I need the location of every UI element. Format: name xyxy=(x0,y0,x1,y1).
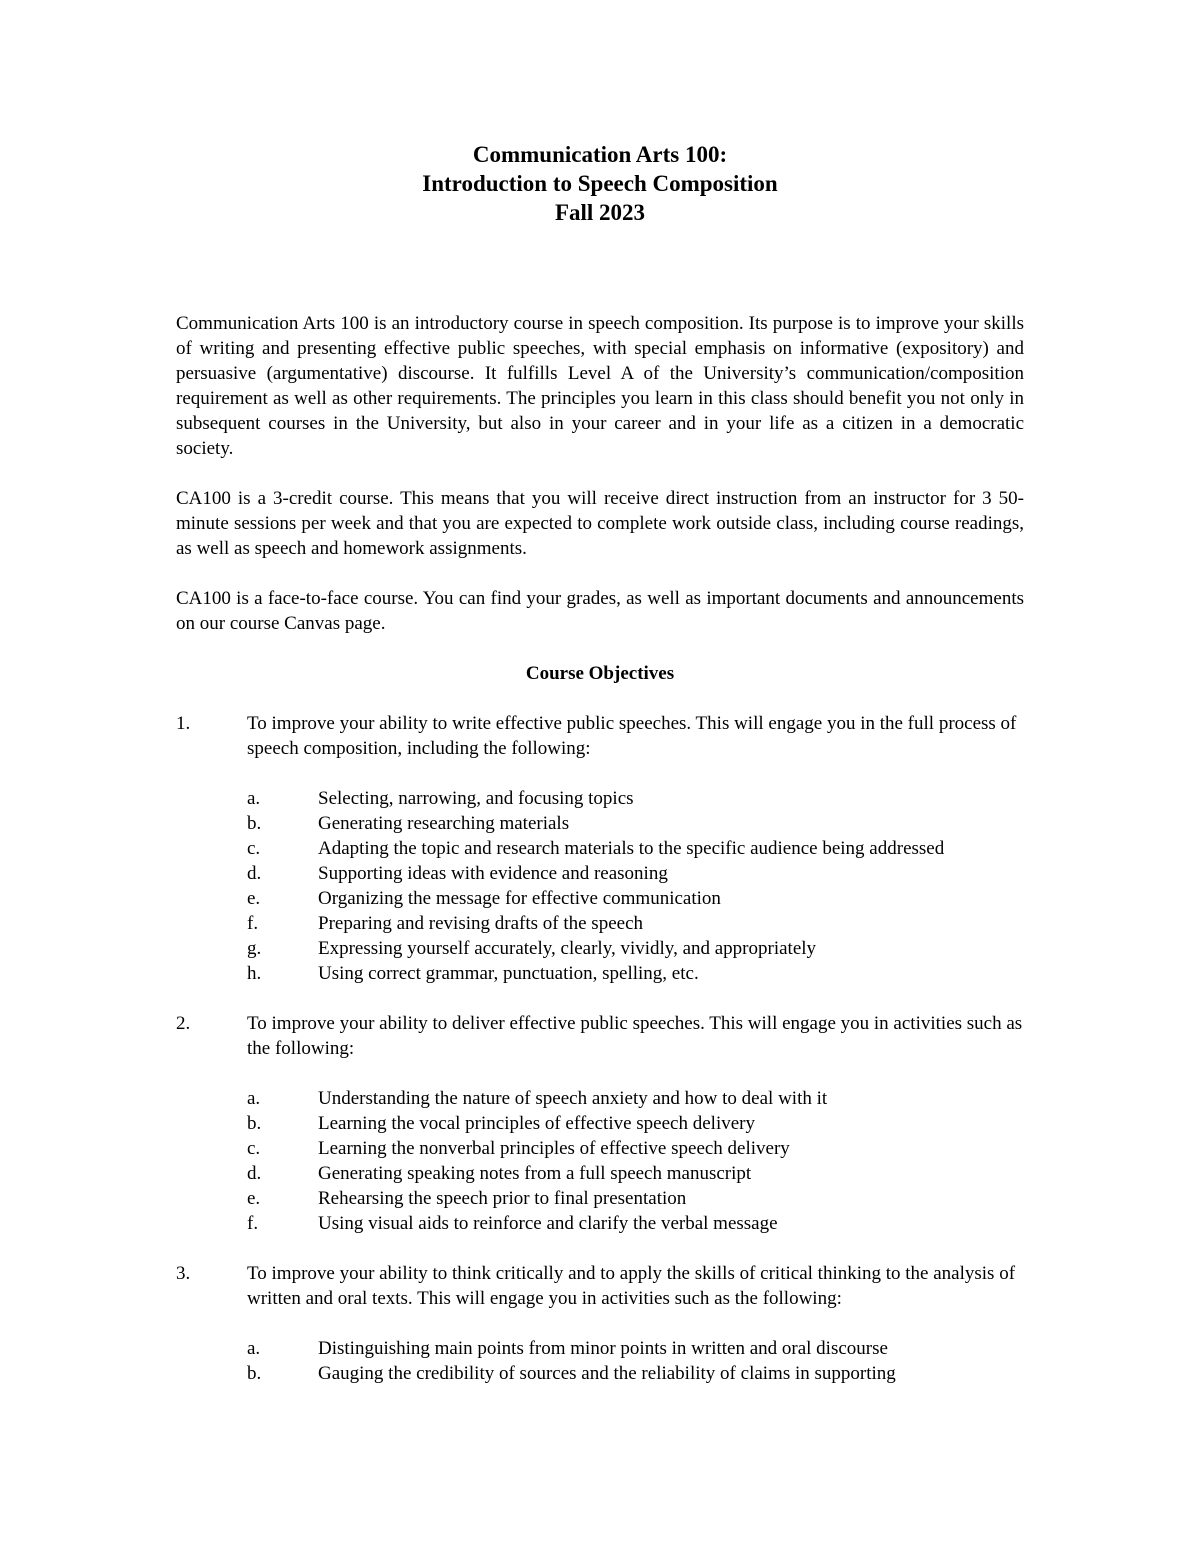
sublist-item xyxy=(247,861,1024,886)
objective-item xyxy=(176,711,1024,761)
sublist-item xyxy=(247,1136,1024,1161)
sublist-item xyxy=(247,961,1024,986)
objective-number: 3. xyxy=(176,1263,191,1284)
sublist-item xyxy=(247,1086,1024,1111)
sublist-item xyxy=(247,1361,1024,1386)
sublist-text: Selecting, narrowing, and focusing topics xyxy=(318,788,634,809)
sublist-letter: f. xyxy=(247,1213,259,1234)
sublist-text: Organizing the message for effective communication xyxy=(318,888,721,909)
document-title xyxy=(176,140,1024,227)
sublist-letter: e. xyxy=(247,888,261,909)
objective-text: To improve your ability to think critically and to apply the skills of critical thinking to the analysis of written and oral texts. This will engage you in activities such as the following: xyxy=(247,1263,1016,1309)
objective-item xyxy=(176,1261,1024,1311)
sublist-text: Adapting the topic and research materials to the specific audience being addressed xyxy=(318,838,945,859)
sublist-text: Distinguishing main points from minor points in written and oral discourse xyxy=(318,1338,888,1359)
intro-paragraph: Communication Arts 100 is an introductory course in speech composition. Its purpose is to improve your skills of writing and presenting effective public speeches, with special emphasis on informative (expository) and persuasive (argumentative) discourse. It fulfills Level A of the University’s communication/composition requirement as well as other requirements. The principles you learn in this class should benefit you not only in subsequent courses in the University, but also in your career and in your life as a citizen in a democratic society. xyxy=(176,313,1024,459)
sublist-text: Using correct grammar, punctuation, spelling, etc. xyxy=(318,963,699,984)
objective-text: To improve your ability to write effective public speeches. This will engage you in the full process of speech composition, including the following: xyxy=(247,713,1017,759)
sublist-letter: c. xyxy=(247,838,261,859)
sublist-item xyxy=(247,1161,1024,1186)
sublist-item xyxy=(247,786,1024,811)
title-course: Communication Arts 100: xyxy=(472,142,728,167)
sublist-text: Understanding the nature of speech anxiety and how to deal with it xyxy=(318,1088,828,1109)
objectives-heading: Course Objectives xyxy=(525,663,675,684)
objective-item xyxy=(176,1011,1024,1061)
sublist-item xyxy=(247,836,1024,861)
sublist-text: Rehearsing the speech prior to final presentation xyxy=(318,1188,687,1209)
sublist-text: Supporting ideas with evidence and reasoning xyxy=(318,863,668,884)
sublist-text: Learning the vocal principles of effective speech delivery xyxy=(318,1113,755,1134)
title-course-name: Introduction to Speech Composition xyxy=(422,171,778,196)
document-page xyxy=(176,140,1024,1386)
sublist-text: Learning the nonverbal principles of effective speech delivery xyxy=(318,1138,790,1159)
sublist-text: Generating researching materials xyxy=(318,813,570,834)
sublist-text: Generating speaking notes from a full speech manuscript xyxy=(318,1163,752,1184)
sublist-item xyxy=(247,1336,1024,1361)
title-term: Fall 2023 xyxy=(554,200,646,225)
sublist-text: Using visual aids to reinforce and clarify the verbal message xyxy=(318,1213,778,1234)
sublist-text: Preparing and revising drafts of the speech xyxy=(318,913,644,934)
objective-sublist xyxy=(176,1086,1024,1236)
objective-number: 2. xyxy=(176,1013,191,1034)
sublist-letter: h. xyxy=(247,963,262,984)
sublist-item xyxy=(247,936,1024,961)
objective-number: 1. xyxy=(176,713,191,734)
sublist-item xyxy=(247,1186,1024,1211)
sublist-letter: c. xyxy=(247,1138,261,1159)
sublist-item xyxy=(247,1111,1024,1136)
objective-sublist xyxy=(176,786,1024,986)
sublist-letter: b. xyxy=(247,1113,262,1134)
sublist-text: Expressing yourself accurately, clearly, vividly, and appropriately xyxy=(318,938,817,959)
objective-text: To improve your ability to deliver effective public speeches. This will engage you in activities such as the following: xyxy=(247,1013,1023,1059)
format-paragraph: CA100 is a face-to-face course. You can find your grades, as well as important documents and announcements on our course Canvas page. xyxy=(176,588,1024,634)
sublist-letter: a. xyxy=(247,788,261,809)
sublist-letter: b. xyxy=(247,1363,262,1384)
sublist-letter: b. xyxy=(247,813,262,834)
sublist-item xyxy=(247,886,1024,911)
sublist-letter: d. xyxy=(247,1163,262,1184)
credit-paragraph: CA100 is a 3-credit course. This means that you will receive direct instruction from an instructor for 3 50-minute sessions per week and that you are expected to complete work outside class, including course readings, as well as speech and homework assignments. xyxy=(176,488,1024,559)
sublist-letter: a. xyxy=(247,1088,261,1109)
sublist-item xyxy=(247,911,1024,936)
sublist-item xyxy=(247,811,1024,836)
sublist-item xyxy=(247,1211,1024,1236)
sublist-letter: g. xyxy=(247,938,262,959)
objective-sublist xyxy=(176,1336,1024,1386)
sublist-letter: f. xyxy=(247,913,259,934)
sublist-text: Gauging the credibility of sources and the reliability of claims in supporting xyxy=(318,1363,896,1384)
sublist-letter: a. xyxy=(247,1338,261,1359)
sublist-letter: e. xyxy=(247,1188,261,1209)
sublist-letter: d. xyxy=(247,863,262,884)
